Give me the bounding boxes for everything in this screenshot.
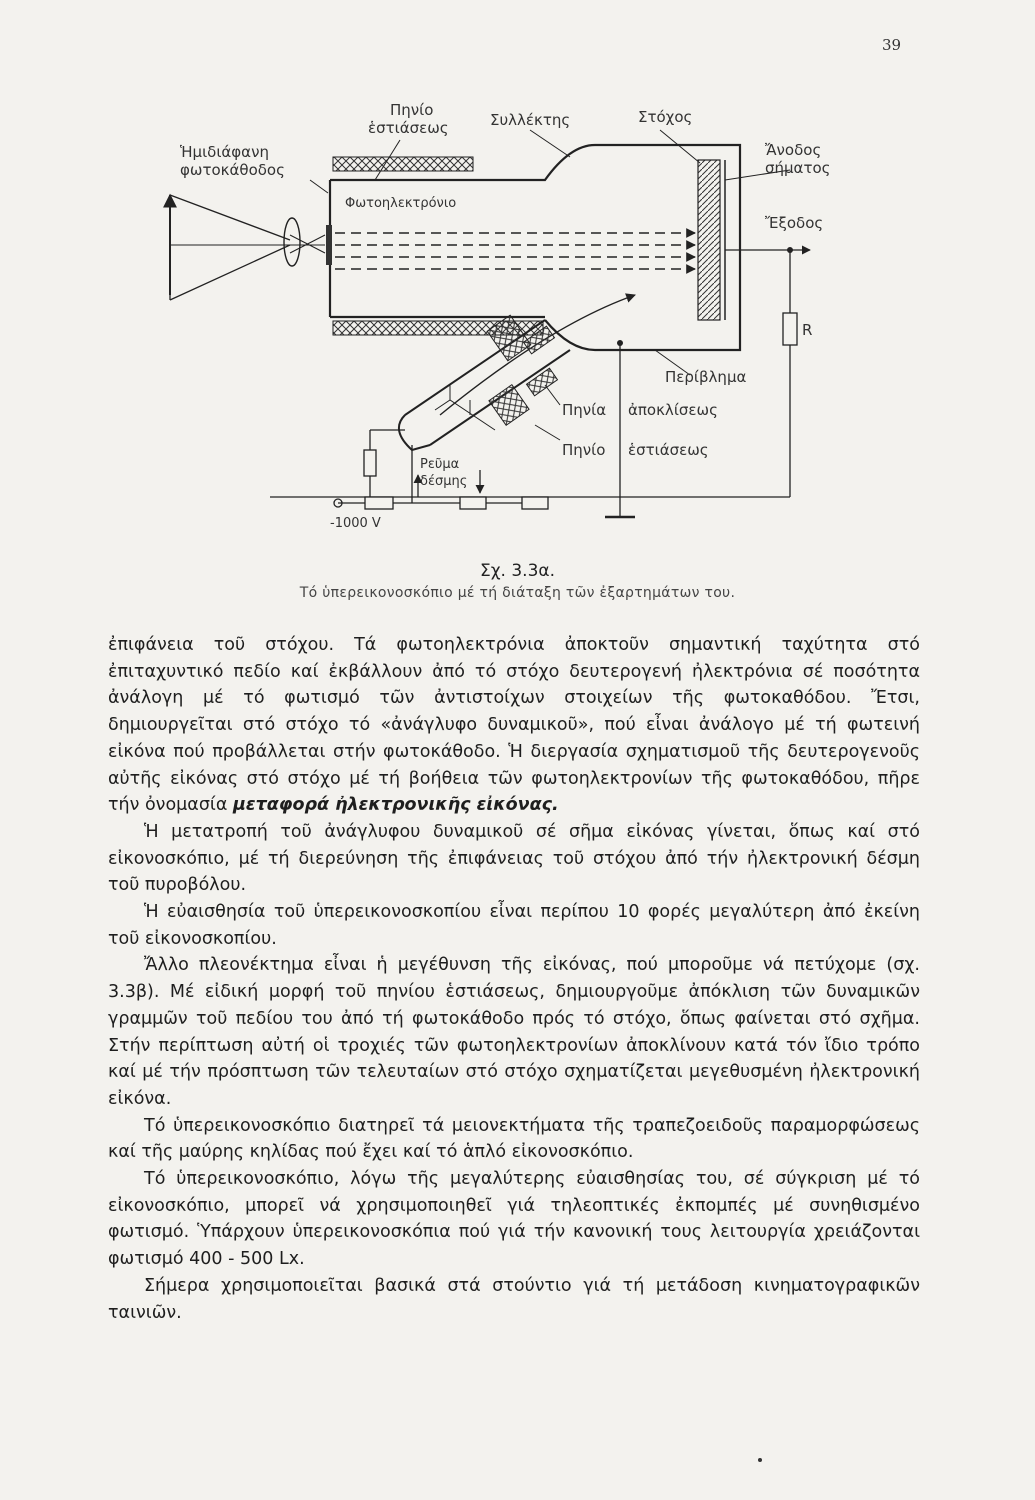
figure-caption: Τό ὑπερεικονοσκόπιο μέ τή διάταξη τῶν ἐξαρτημάτων του. xyxy=(299,585,736,601)
label-focus-coil-bottom-1: Πηνίο xyxy=(562,441,606,459)
label-deflection-coils-1: Πηνία xyxy=(562,401,607,419)
label-focus-coil-top-1: Πηνίο xyxy=(390,101,434,119)
label-semi-transparent-1: Ἡμιδιάφανη xyxy=(180,143,269,161)
figure-number: Σχ. 3.3α. xyxy=(479,561,555,581)
lens xyxy=(284,218,300,266)
tube-envelope xyxy=(330,145,740,350)
label-photoelectron: Φωτοηλεκτρόνιο xyxy=(345,196,457,211)
label-target: Στόχος xyxy=(638,108,693,126)
key-term: μεταφορά ἠλεκτρονικῆς εἰκόνας. xyxy=(232,795,559,816)
label-semi-transparent-2: φωτοκάθοδος xyxy=(180,161,285,179)
print-speck xyxy=(758,1458,762,1462)
paragraph-1: ἐπιφάνεια τοῦ στόχου. Τά φωτοηλεκτρόνια ἀποκτοῦν σημαντική ταχύτητα στό ἐπιταχυντικό πεδίο καί ἐκβάλλουν ἀπό τό στόχο δευτερογενή ἠλεκτρόνια σέ ποσότητα ἀνάλογη μέ τό φωτισμό τῶν ἀντιστοίχων στοιχείων τῆς φωτοκαθόδου. Ἔτσι, δημιουργεῖται στό στόχο τό «ἀνάγλυφο δυναμικοῦ», πού εἶναι ἀνάλογο μέ τή φωτεινή εἰκόνα πού προβάλλεται στήν φωτοκάθοδο. Ἡ διεργασία σχηματισμοῦ τῆς δευτερογενοῦς αὐτῆς εἰκόνας στό στόχο μέ τή βοήθεια τῶν φωτοηλεκτρονίων τῆς φωτοκαθόδου, πῆρε τήν ὀνομασία μεταφορά ἠλεκτρονικῆς εἰκόνας. xyxy=(108,635,920,816)
paragraph-2: Ἡ μετατροπή τοῦ ἀνάγλυφου δυναμικοῦ σέ σῆμα εἰκόνας γίνεται, ὅπως καί στό εἰκονοσκόπιο, μέ τή διερεύνηση τῆς ἐπιφάνειας τοῦ στόχου ἀπό τήν ἠλεκτρονική δέσμη τοῦ πυροβόλου. xyxy=(108,821,920,896)
page-number: 39 xyxy=(882,36,902,54)
light-cone xyxy=(170,195,290,300)
label-focus-coil-bottom-2: ἑστιάσεως xyxy=(628,441,709,459)
paragraph-5: Τό ὑπερεικονοσκόπιο διατηρεῖ τά μειονεκτήματα τῆς τραπεζοειδοῦς παραμορφώσεως καί τῆς μαύρης κηλίδας πού ἔχει καί τό ἁπλό εἰκονοσκόπιο. xyxy=(108,1115,920,1163)
focus-coil-top xyxy=(333,157,473,171)
target xyxy=(698,160,720,320)
label-deflection-coils-2: ἀποκλίσεως xyxy=(628,401,718,419)
label-collector: Συλλέκτης xyxy=(490,111,571,129)
label-signal-anode-1: Ἄνοδος xyxy=(765,141,822,159)
photoelectron-beams xyxy=(335,233,695,269)
label-output: Ἔξοδος xyxy=(765,214,824,232)
paragraph-6: Τό ὑπερεικονοσκόπιο, λόγω τῆς μεγαλύτερης εὐαισθησίας του, σέ σύγκριση μέ τό εἰκονοσκόπιο, μπορεῖ νά χρησιμοποιηθεῖ γιά τηλεοπτικές ἐκπομπές μέ συνηθισμένο φωτισμό. Ὑπάρχουν ὑπερεικονοσκόπια πού γιά τήν κανονική τους λειτουργία χρειάζονται φωτισμό 400 - 500 Lx. xyxy=(108,1169,920,1270)
label-signal-anode-2: σήματος xyxy=(765,159,831,177)
label-beam-current-1: Ρεῦμα xyxy=(420,457,460,472)
paragraph-4: Ἄλλο πλεονέκτημα εἶναι ἡ μεγέθυνση τῆς εἰκόνας, πού μποροῦμε νά πετύχομε (σχ. 3.3β). Μέ εἰδική μορφή τοῦ πηνίου ἑστιάσεως, δημιουργοῦμε ἀπόκλιση τῶν δυναμικῶν γραμμῶν τοῦ πεδίου του ἀπό τή φωτοκάθοδο πρός τό στόχο, ὅπως φαίνεται στό σχῆμα. Στήν περίπτωση αὐτή οἱ τροχιές τῶν φωτοηλεκτρονίων ἀποκλίνουν κατά τόν ἴδιο τρόπο καί μέ τήν πρόσπτωση τῶν τελευταίων στό στόχο σχηματίζεται μεγεθυσμένη ἠλεκτρονική εἰκόνα. xyxy=(108,955,920,1109)
photocathode xyxy=(326,225,332,265)
paragraph-3: Ἡ εὐαισθησία τοῦ ὑπερεικονοσκοπίου εἶναι περίπου 10 φορές μεγαλύτερη ἀπό ἐκείνη τοῦ εἰκονοσκοπίου. xyxy=(108,902,920,949)
paragraph-7: Σήμερα χρησιμοποιεῖται βασικά στά στούντιο γιά τή μετάδοση κινηματογραφικῶν ταινιῶν. xyxy=(108,1275,920,1323)
label-focus-coil-top-2: ἑστιάσεως xyxy=(368,119,449,137)
scanning-beam xyxy=(440,295,635,415)
label-voltage: -1000 V xyxy=(330,516,381,531)
supericonoscope-diagram xyxy=(150,85,870,535)
load-resistor xyxy=(783,313,797,345)
body-text xyxy=(108,632,920,1326)
label-beam-current-2: δέσμης xyxy=(420,474,468,489)
label-shield: Περίβλημα xyxy=(665,368,747,386)
label-resistor-r: R xyxy=(802,321,813,339)
